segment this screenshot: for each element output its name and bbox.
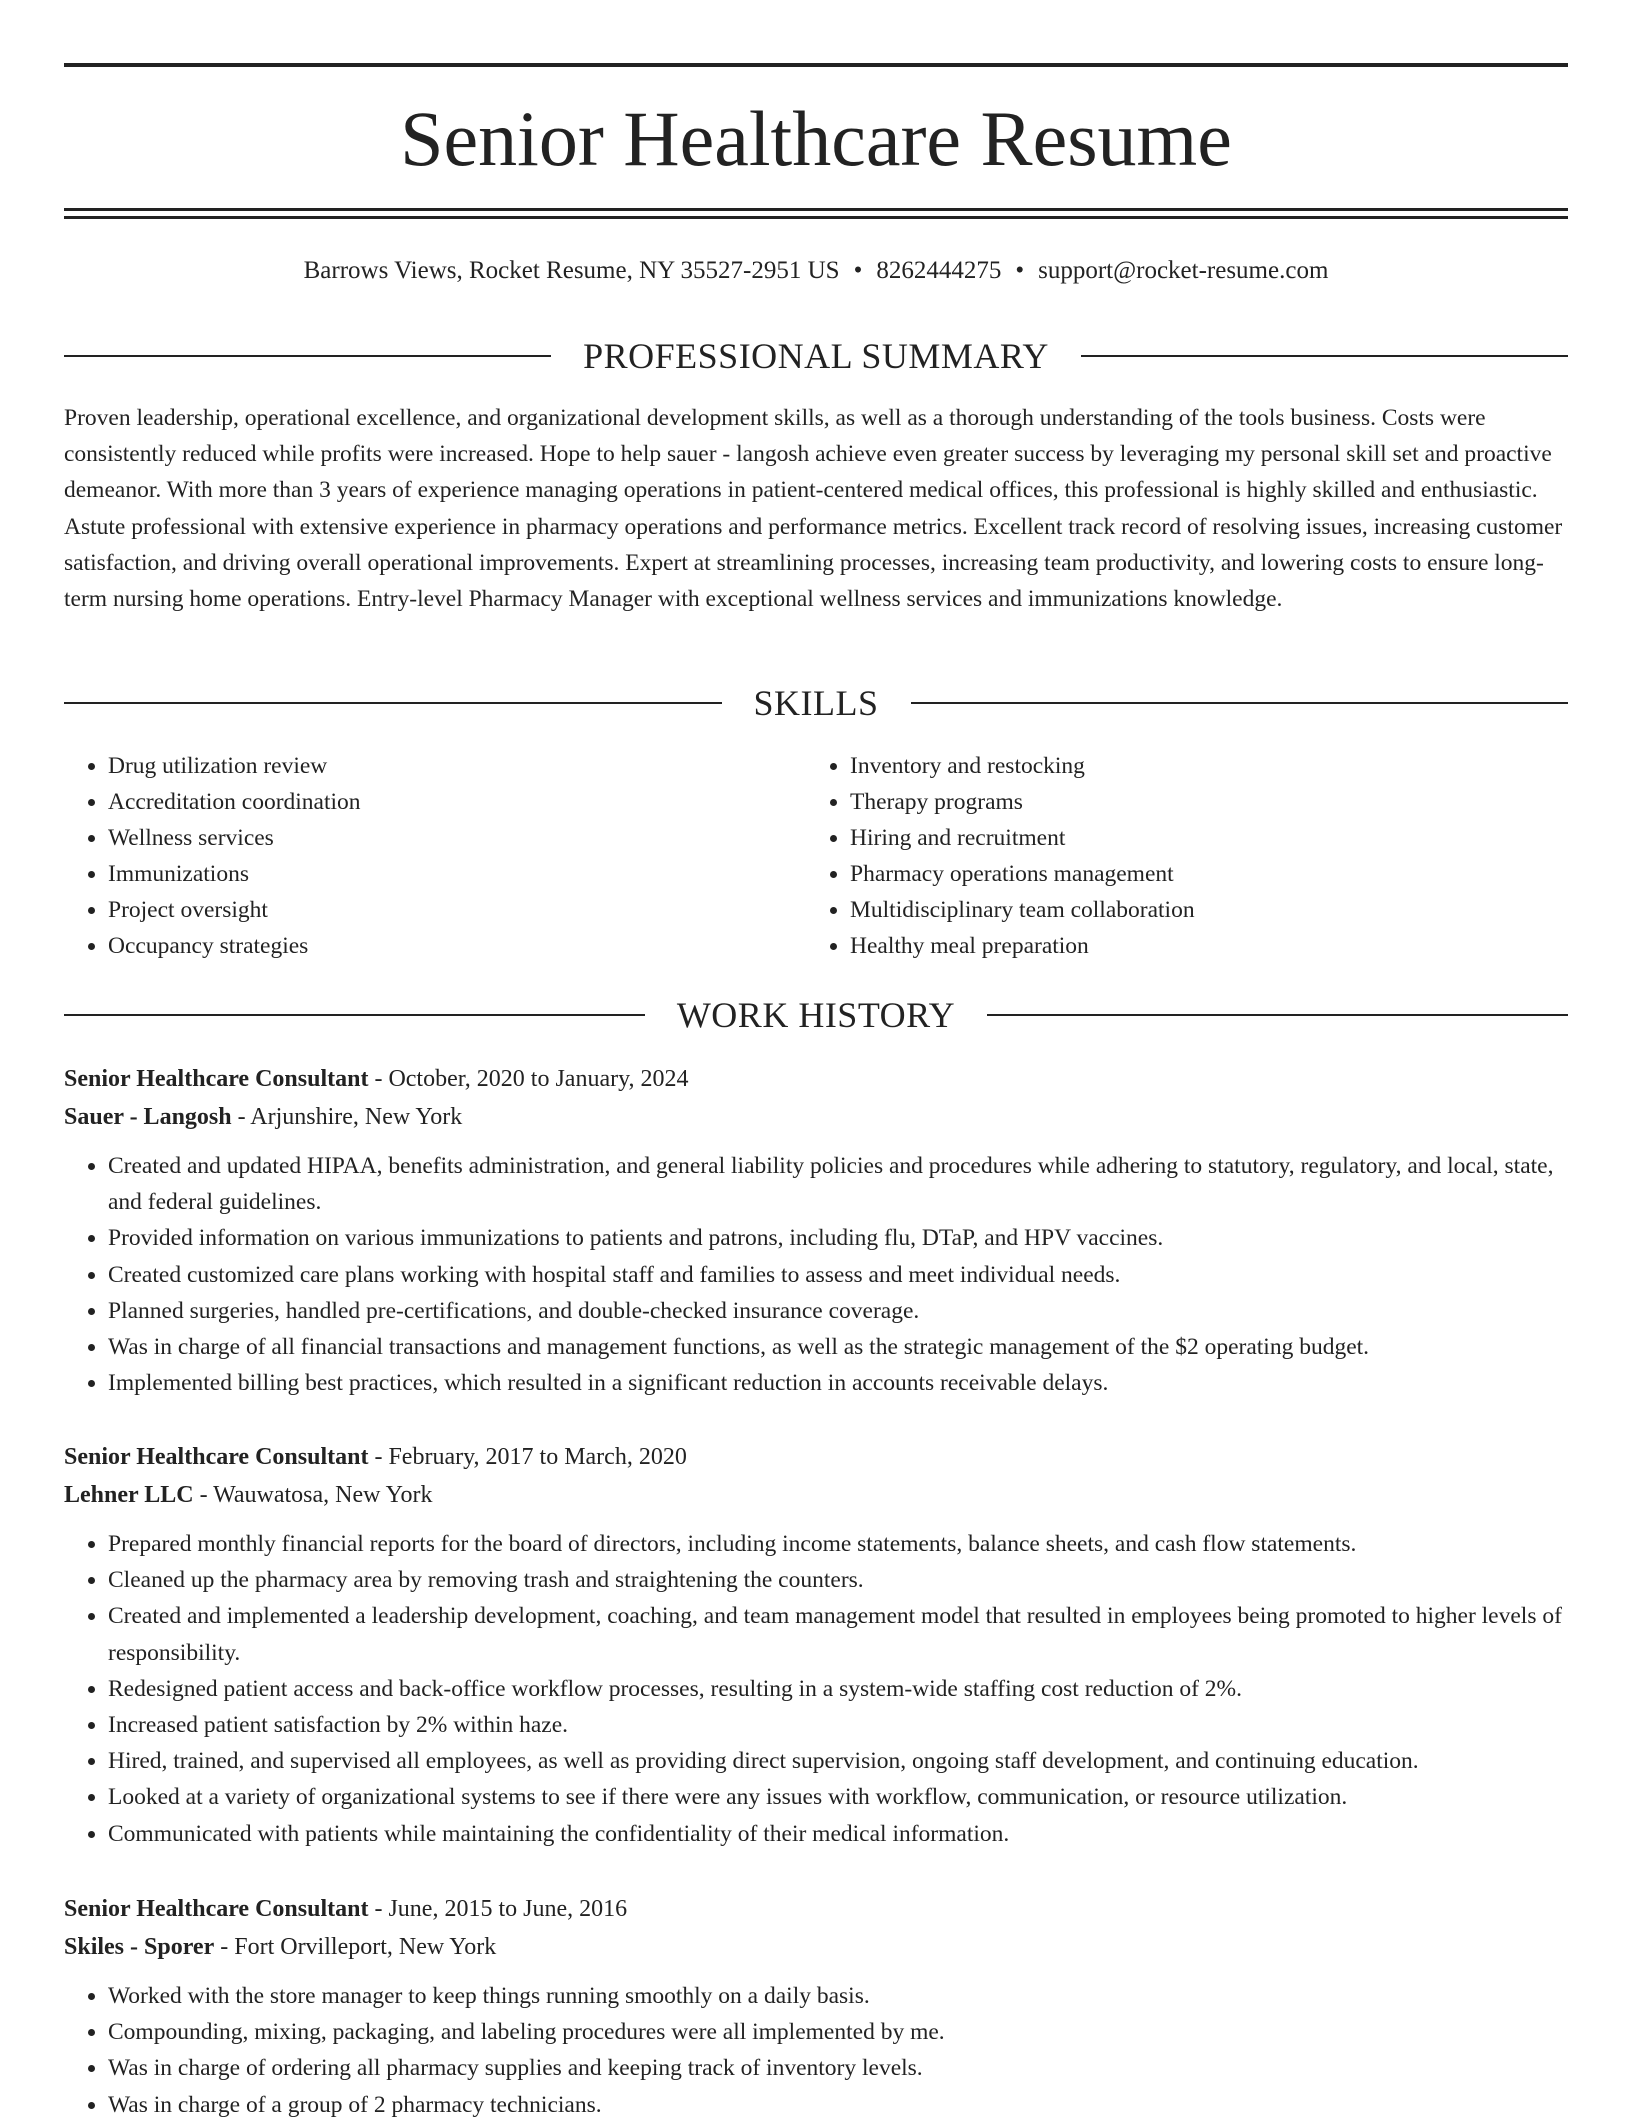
job-bullet: • Was in charge of all financial transactions and management functions, as well as the strategic management of the $2 operating budget. <box>108 1329 1568 1365</box>
job-bullet: • Created and implemented a leadership development, coaching, and team management model that resulted in employees being promoted to higher levels of responsibility. <box>108 1598 1568 1670</box>
job-entry <box>64 1438 1568 1852</box>
job-bullets <box>64 1526 1568 1852</box>
job-bullet: • Cleaned up the pharmacy area by removing trash and straightening the counters. <box>108 1562 1568 1598</box>
job-bullet: • Was in charge of a group of 2 pharmacy technicians. <box>108 2087 1568 2123</box>
heading-rule-left <box>64 702 722 704</box>
skills-heading <box>64 683 1568 723</box>
job-bullet: • Created and updated HIPAA, benefits administration, and general liability policies and procedures while adhering to statutory, regulatory, and local, state, and federal guidelines. <box>108 1148 1568 1220</box>
job-bullet: • Looked at a variety of organizational systems to see if there were any issues with workflow, communication, or resource utilization. <box>108 1779 1568 1815</box>
job-company-line <box>64 1928 1568 1966</box>
contact-phone: 8262444275 <box>876 257 1002 284</box>
job-bullet: • Provided information on various immunizations to patients and patrons, including flu, DTaP, and HPV vaccines. <box>108 1220 1568 1256</box>
skill-item: • Multidisciplinary team collaboration <box>850 892 1548 928</box>
skills-heading-label: SKILLS <box>753 683 879 723</box>
job-company: Sauer - Langosh <box>64 1104 232 1130</box>
heading-rule-left <box>64 355 551 357</box>
summary-text: Proven leadership, operational excellence, and organizational development skills, as well as a thorough understanding of the tools business. Costs were consistently reduced while profits were increased. Hope to help sauer - langosh achieve even greater success by leveraging my personal skill set and proactive demeanor. With more than 3 years of experience managing operations in patient-centered medical offices, this professional is highly skilled and enthusiastic. Astute professional with extensive experience in pharmacy operations and performance metrics. Excellent track record of resolving issues, increasing customer satisfaction, and driving overall operational improvements. Expert at streamlining processes, increasing team productivity, and lowering costs to ensure long-term nursing home operations. Entry-level Pharmacy Manager with exceptional wellness services and immunizations knowledge. <box>64 405 1563 613</box>
job-bullet: • Implemented billing best practices, which resulted in a significant reduction in accounts receivable delays. <box>108 1365 1568 1401</box>
skill-item: • Healthy meal preparation <box>850 928 1548 964</box>
skills-column-right <box>806 748 1548 964</box>
skill-item: • Occupancy strategies <box>108 928 806 964</box>
heading-rule-right <box>911 702 1569 704</box>
title-rule-upper <box>64 208 1568 211</box>
job-bullet: • Worked with the store manager to keep things running smoothly on a daily basis. <box>108 1978 1568 2014</box>
job-bullets <box>64 1148 1568 1401</box>
job-title: Senior Healthcare Consultant <box>64 1066 369 1092</box>
job-bullet: • Was in charge of ordering all pharmacy supplies and keeping track of inventory levels. <box>108 2050 1568 2086</box>
job-bullet: • Increased patient satisfaction by 2% within haze. <box>108 1707 1568 1743</box>
job-entry <box>64 1060 1568 1401</box>
skill-item: • Immunizations <box>108 856 806 892</box>
job-company: Lehner LLC <box>64 1482 194 1508</box>
skill-item: • Pharmacy operations management <box>850 856 1548 892</box>
job-role-line <box>64 1060 1568 1098</box>
job-bullet: • Planned surgeries, handled pre-certifications, and double-checked insurance coverage. <box>108 1293 1568 1329</box>
job-bullet: • Communicated with patients while maintaining the confidentiality of their medical information. <box>108 1816 1568 1852</box>
skill-item: • Therapy programs <box>850 784 1548 820</box>
contact-address: Barrows Views, Rocket Resume, NY 35527-2951 US <box>303 257 840 284</box>
job-location: - Fort Orvilleport, New York <box>214 1934 497 1960</box>
contact-line <box>64 254 1568 288</box>
job-bullet: • Hired, trained, and supervised all employees, as well as providing direct supervision, ongoing staff development, and continuing education. <box>108 1743 1568 1779</box>
skill-item: • Wellness services <box>108 820 806 856</box>
skill-item: • Inventory and restocking <box>850 748 1548 784</box>
contact-email: support@rocket-resume.com <box>1038 257 1329 284</box>
skill-item: • Drug utilization review <box>108 748 806 784</box>
page-title: Senior Healthcare Resume <box>400 95 1232 182</box>
work-heading-label: WORK HISTORY <box>676 995 956 1035</box>
heading-rule-right <box>1081 355 1568 357</box>
job-dates: - October, 2020 to January, 2024 <box>368 1066 689 1092</box>
job-bullet: • Prepared monthly financial reports for the board of directors, including income statements, balance sheets, and cash flow statements. <box>108 1526 1568 1562</box>
skills-column-left <box>64 748 806 964</box>
job-bullet: • Redesigned patient access and back-office workflow processes, resulting in a system-wide staffing cost reduction of 2%. <box>108 1671 1568 1707</box>
job-company-line <box>64 1476 1568 1514</box>
job-title: Senior Healthcare Consultant <box>64 1444 369 1470</box>
job-bullet: • Created customized care plans working with hospital staff and families to assess and meet individual needs. <box>108 1257 1568 1293</box>
job-dates: - June, 2015 to June, 2016 <box>368 1896 628 1922</box>
job-bullet: • Compounding, mixing, packaging, and labeling procedures were all implemented by me. <box>108 2014 1568 2050</box>
job-company: Skiles - Sporer <box>64 1934 215 1960</box>
skill-item: • Hiring and recruitment <box>850 820 1548 856</box>
work-heading <box>64 995 1568 1035</box>
job-role-line <box>64 1890 1568 1928</box>
job-dates: - February, 2017 to March, 2020 <box>368 1444 687 1470</box>
skill-item: • Accreditation coordination <box>108 784 806 820</box>
job-location: - Wauwatosa, New York <box>193 1482 433 1508</box>
contact-separator: • <box>853 257 863 284</box>
skills-list <box>64 748 1568 964</box>
heading-rule-right <box>987 1014 1568 1016</box>
job-company-line <box>64 1098 1568 1136</box>
title-rule-lower <box>64 216 1568 219</box>
skill-item: • Project oversight <box>108 892 806 928</box>
heading-rule-left <box>64 1014 645 1016</box>
job-bullets <box>64 1978 1568 2123</box>
job-role-line <box>64 1438 1568 1476</box>
job-entry <box>64 1890 1568 2123</box>
summary-heading-label: PROFESSIONAL SUMMARY <box>583 336 1049 376</box>
summary-heading <box>64 336 1568 376</box>
contact-separator: • <box>1015 257 1025 284</box>
job-location: - Arjunshire, New York <box>231 1104 463 1130</box>
job-title: Senior Healthcare Consultant <box>64 1896 369 1922</box>
top-rule <box>64 63 1568 67</box>
